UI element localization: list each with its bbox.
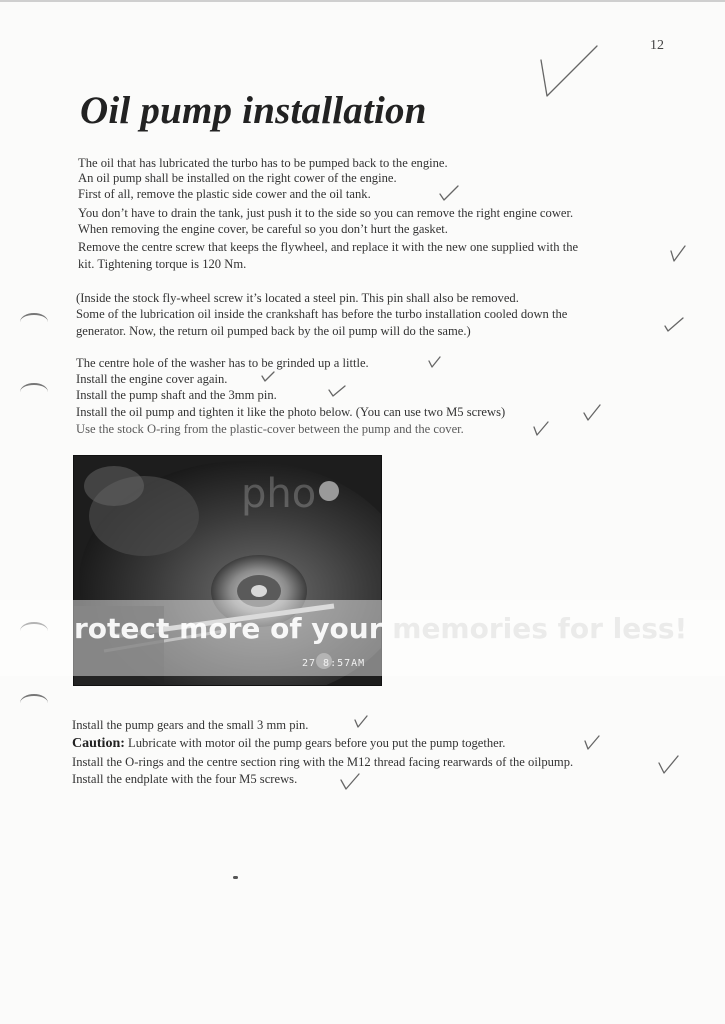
check-mark-icon xyxy=(532,420,550,438)
paragraph-line: Install the endplate with the four M5 screws. xyxy=(72,772,298,786)
check-mark-icon xyxy=(583,734,601,752)
paragraph-line: Remove the centre screw that keeps the flywheel, and replace it with the new one supplied with the xyxy=(78,240,579,254)
check-mark-icon xyxy=(438,184,462,204)
paragraph-line: Install the O-rings and the centre section ring with the M12 thread facing rearwards of the oilpump. xyxy=(72,755,574,769)
check-mark-icon xyxy=(327,384,347,400)
watermark-brand-text: pho xyxy=(241,471,317,517)
check-mark-icon xyxy=(669,243,689,265)
paragraph-line: First of all, remove the plastic side cower and the oil tank. xyxy=(78,187,371,201)
paragraph-line: An oil pump shall be installed on the right cower of the engine. xyxy=(78,171,397,185)
page-top-edge xyxy=(0,0,725,2)
photo-timestamp: 27 8:57AM xyxy=(302,658,366,669)
paragraph-line: Install the oil pump and tighten it like the photo below. (You can use two M5 screws) xyxy=(76,405,506,419)
page-number: 12 xyxy=(650,38,664,53)
page-title: Oil pump installation xyxy=(80,89,427,132)
watermark-text xyxy=(74,612,687,645)
paragraph-line: Install the pump gears and the small 3 mm pin. xyxy=(72,718,309,732)
caution-label: Caution: xyxy=(72,736,125,751)
caution-line xyxy=(72,735,505,752)
binder-hole-mark xyxy=(20,313,48,331)
caution-text: Lubricate with motor oil the pump gears before you put the pump together. xyxy=(124,736,506,750)
paragraph-line: Some of the lubrication oil inside the crankshaft has before the turbo installation cooled down the xyxy=(76,307,568,321)
check-mark-icon xyxy=(657,754,681,776)
paragraph-line: generator. Now, the return oil pumped back by the oil pump will do the same.) xyxy=(76,324,471,338)
paragraph-line: You don’t have to drain the tank, just push it to the side so you can remove the right engine cower. xyxy=(78,206,574,220)
check-mark-icon xyxy=(339,772,361,792)
paragraph-line: Use the stock O-ring from the plastic-cover between the pump and the cover. xyxy=(76,422,464,436)
watermark-main-text: rotect more of your xyxy=(74,612,383,645)
check-mark-icon xyxy=(353,714,369,730)
binder-hole-mark xyxy=(20,694,48,712)
ink-speck xyxy=(233,876,238,879)
check-mark-icon xyxy=(427,355,443,371)
paragraph-line: Install the pump shaft and the 3mm pin. xyxy=(76,388,277,402)
paragraph-line: When removing the engine cover, be careful so you don’t hurt the gasket. xyxy=(78,222,448,236)
paragraph-line: The oil that has lubricated the turbo has to be pumped back to the engine. xyxy=(78,156,448,170)
check-mark-icon xyxy=(581,403,603,423)
paragraph-line: Install the engine cover again. xyxy=(76,372,228,386)
check-mark-icon xyxy=(663,316,687,334)
paragraph-line: kit. Tightening torque is 120 Nm. xyxy=(78,257,247,271)
binder-hole-mark xyxy=(20,383,48,401)
large-check-mark-icon xyxy=(535,40,605,110)
paragraph-line: (Inside the stock fly-wheel screw it’s located a steel pin. This pin shall also be removed. xyxy=(76,291,519,305)
watermark-faded-text: memories for less! xyxy=(382,612,688,645)
check-mark-icon xyxy=(260,370,276,384)
paragraph-line: The centre hole of the washer has to be grinded up a little. xyxy=(76,356,369,370)
